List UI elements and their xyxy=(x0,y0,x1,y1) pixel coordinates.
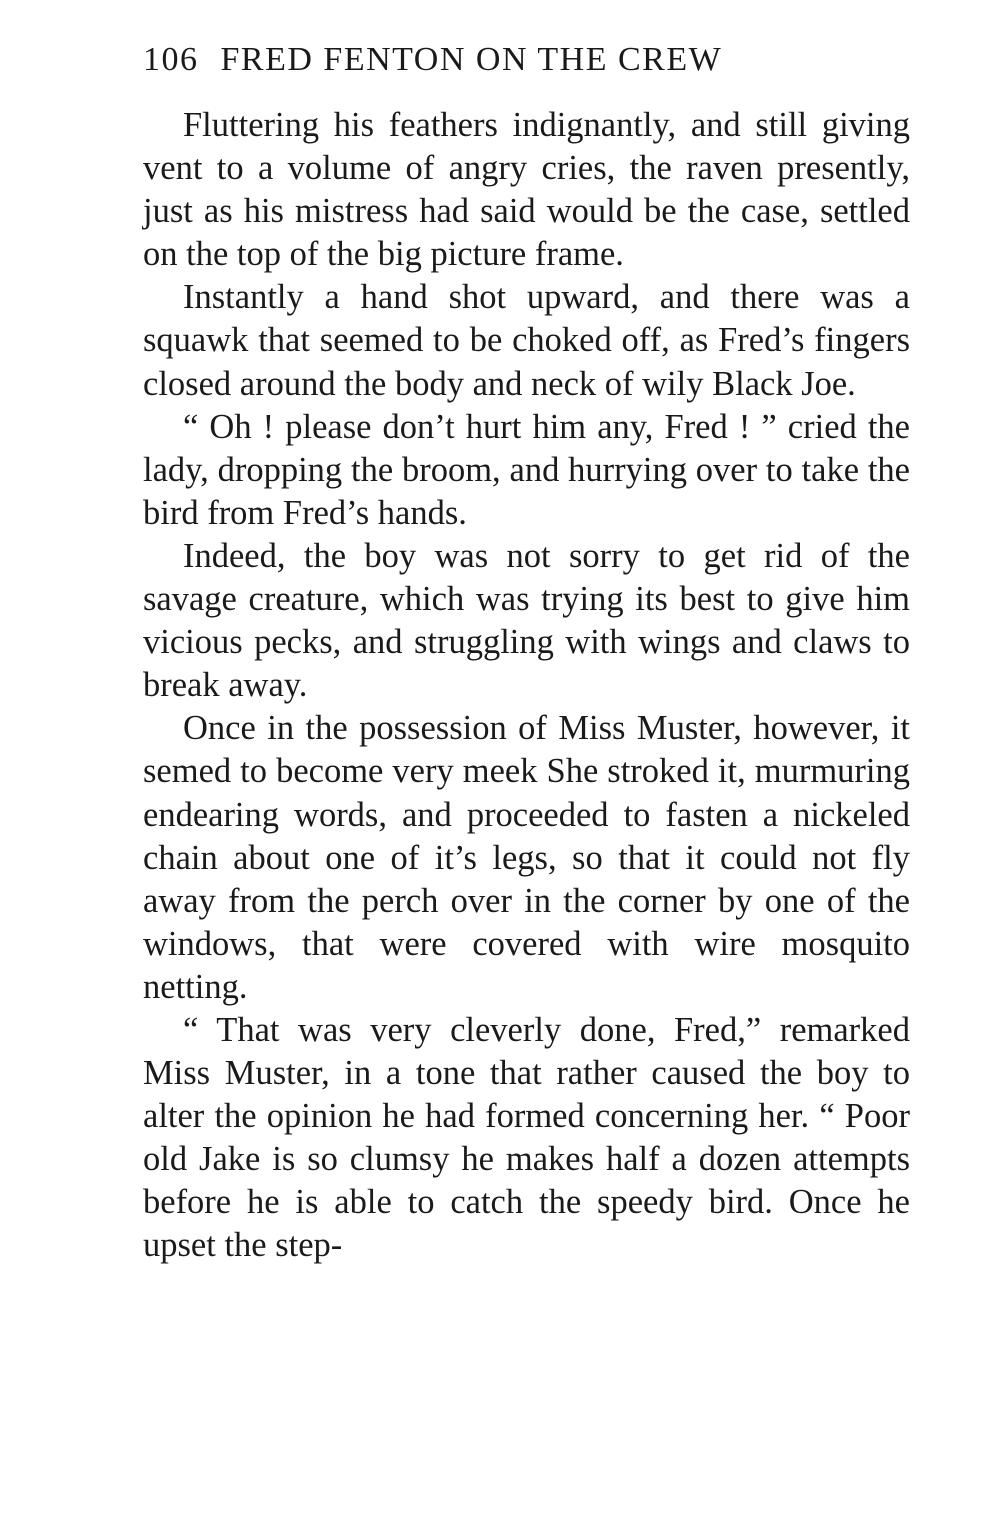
page-number: 106 xyxy=(143,41,199,78)
paragraph: Once in the possession of Miss Muster, however, it semed to become very meek She stroked it, murmuring endearing words, and proceeded to fasten a nickeled chain about one of it’s legs, so that it could not fly away from the perch over in the corner by one of the windows, that were covered with wire mosquito netting. xyxy=(143,709,910,1006)
body-text xyxy=(143,104,910,1268)
running-title: FRED FENTON ON THE CREW xyxy=(220,41,723,78)
paragraph: “ That was very cleverly done, Fred,” remarked Miss Muster, in a tone that rather caused the boy to alter the opinion he had formed concerning her. “ Poor old Jake is so clumsy he makes half a dozen attempts before he is able to catch the speedy bird. Once he upset the step- xyxy=(143,1010,910,1265)
running-header xyxy=(143,38,913,82)
paragraph: Fluttering his feathers indignantly, and still giving vent to a volume of angry cries, the raven presently, just as his mistress had said would be the case, settled on the top of the big picture frame. xyxy=(143,106,910,274)
paragraph: Indeed, the boy was not sorry to get rid of the savage creature, which was trying its best to give him vicious pecks, and struggling with wings and claws to break away. xyxy=(143,536,910,705)
paragraph: “ Oh ! please don’t hurt him any, Fred ! ” cried the lady, dropping the broom, and hurrying over to take the bird from Fred’s hands. xyxy=(143,407,910,532)
paragraph: Instantly a hand shot upward, and there was a squawk that seemed to be choked off, as Fred’s fingers closed around the body and neck of wily Black Joe. xyxy=(143,278,910,403)
